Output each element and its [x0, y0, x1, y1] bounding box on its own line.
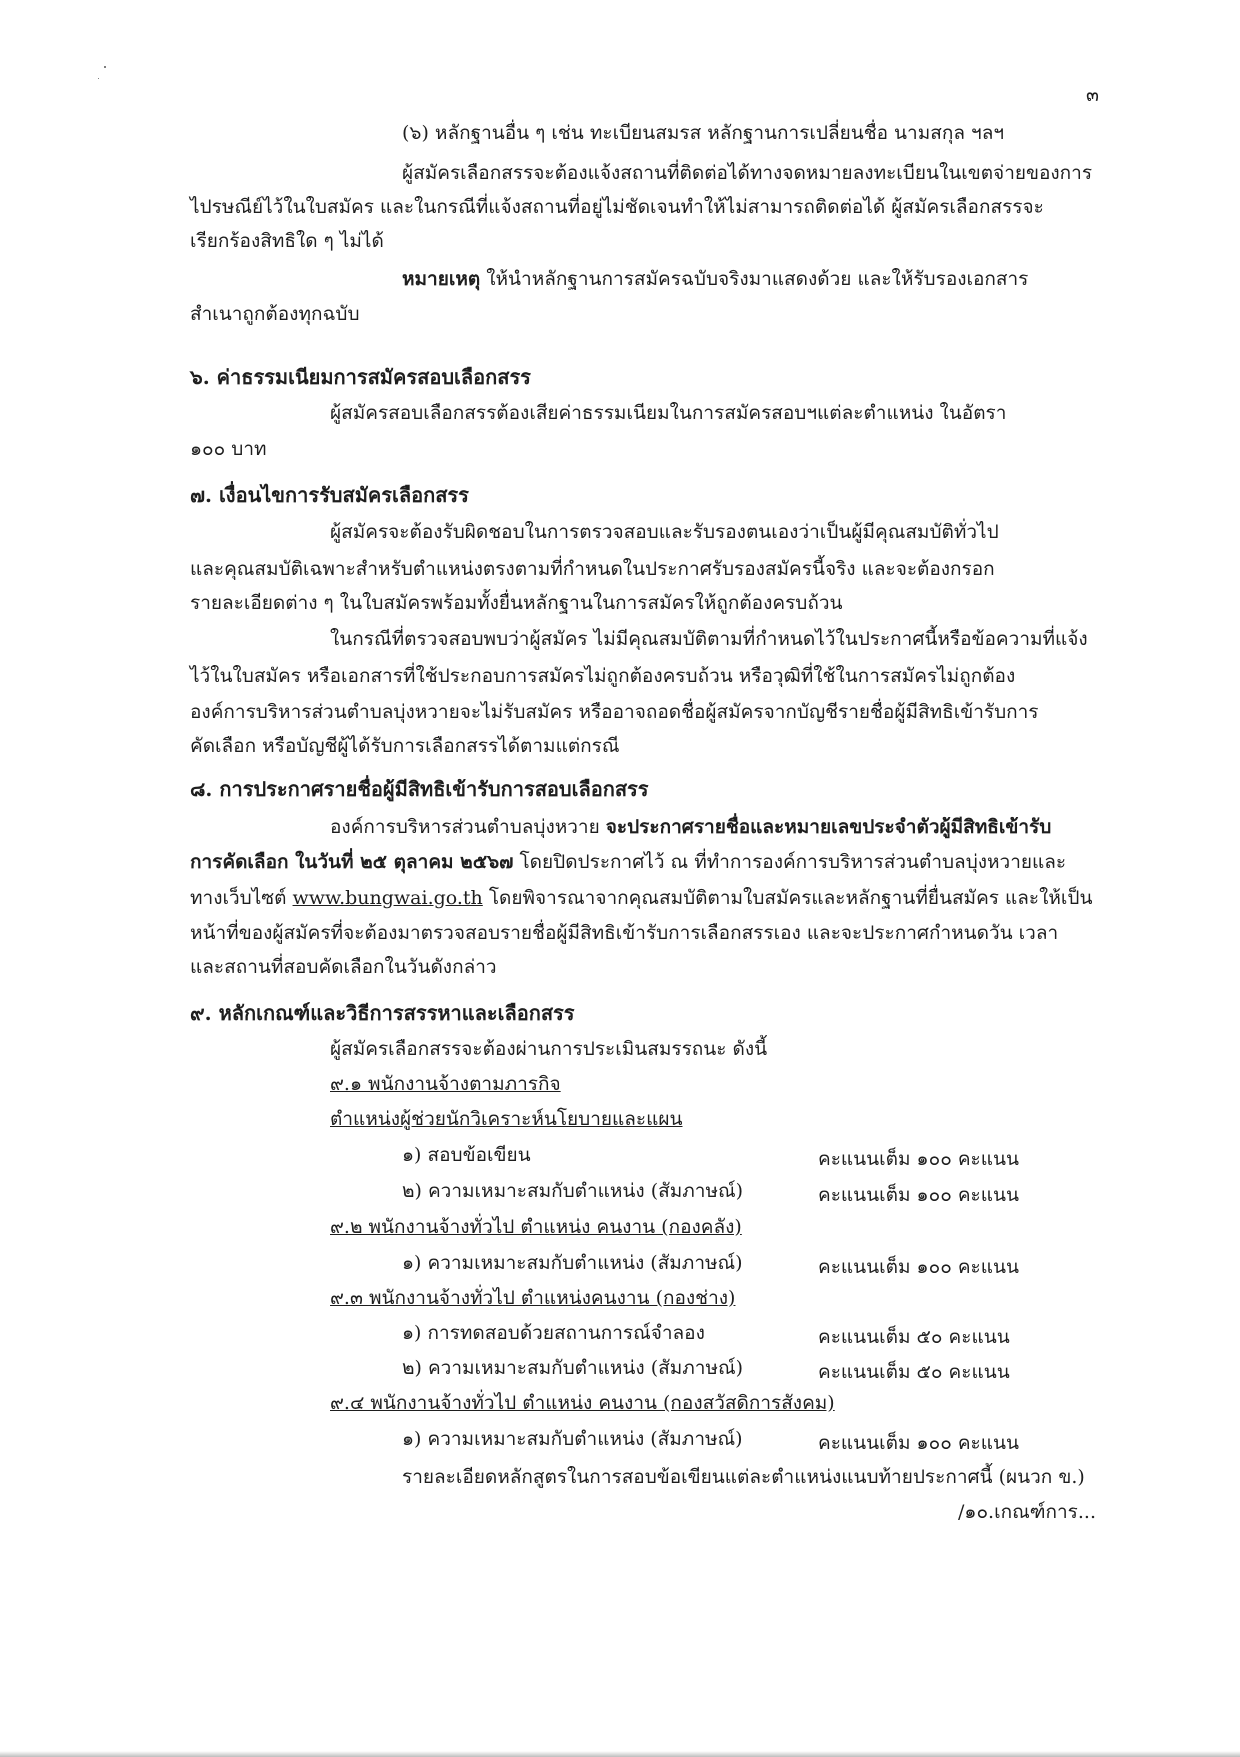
- syllabus-note: รายละเอียดหลักสูตรในการสอบข้อเขียนแต่ละตำแหน่งแนบท้ายประกาศนี้ (ผนวก ข.): [402, 1466, 1085, 1488]
- sub-9-3-item-2: ๒) ความเหมาะสมกับตำแหน่ง (สัมภาษณ์): [402, 1357, 744, 1379]
- sub-9-2-item-1: ๑) ความเหมาะสมกับตำแหน่ง (สัมภาษณ์): [402, 1252, 743, 1274]
- announce-website-label: ทางเว็บไซต์: [190, 887, 293, 909]
- announce-line-5: และสถานที่สอบคัดเลือกในวันดังกล่าว: [190, 956, 497, 978]
- scan-speck: [98, 78, 99, 79]
- announce-org: องค์การบริหารส่วนตำบลบุ่งหวาย: [330, 816, 606, 838]
- note-label: หมายเหตุ: [402, 268, 481, 290]
- announce-line-2: [190, 853, 1066, 872]
- fee-line-2: ๑๐๐ บาท: [190, 438, 267, 460]
- page-number: ๓: [1086, 84, 1099, 106]
- sub-9-4-title: ๙.๔ พนักงานจ้างทั่วไป ตำแหน่ง คนงาน (กองสวัสดิการสังคม): [330, 1392, 835, 1414]
- sub-9-3-item-2-score: คะแนนเต็ม ๕๐ คะแนน: [818, 1361, 1010, 1383]
- section-6-heading: ๖. ค่าธรรมเนียมการสมัครสอบเลือกสรร: [190, 365, 531, 389]
- section-9-heading: ๙. หลักเกณฑ์และวิธีการสรรหาและเลือกสรร: [190, 1001, 575, 1025]
- sub-9-1-item-2-score: คะแนนเต็ม ๑๐๐ คะแนน: [818, 1184, 1019, 1206]
- announce-date: การคัดเลือก ในวันที่ ๒๕ ตุลาคม ๒๕๖๗: [190, 851, 514, 873]
- condition-p2-line-1: ในกรณีที่ตรวจสอบพบว่าผู้สมัคร ไม่มีคุณสมบัติตามที่กำหนดไว้ในประกาศนี้หรือข้อความที่แจ้ง: [330, 628, 1088, 650]
- fee-line-1: ผู้สมัครสอบเลือกสรรต้องเสียค่าธรรมเนียมในการสมัครสอบฯแต่ละตำแหน่ง ในอัตรา: [330, 402, 1007, 424]
- sub-9-1-item-2: ๒) ความเหมาะสมกับตำแหน่ง (สัมภาษณ์): [402, 1180, 744, 1202]
- section-7-heading: ๗. เงื่อนไขการรับสมัครเลือกสรร: [190, 483, 469, 507]
- website-link[interactable]: www.bungwai.go.th: [292, 887, 483, 909]
- contact-para-line-2: ไปรษณีย์ไว้ในใบสมัคร และในกรณีที่แจ้งสถานที่อยู่ไม่ชัดเจนทำให้ไม่สามารถติดต่อได้ ผู้สมัครเลือกสรรจะ: [190, 196, 1044, 218]
- item-6: (๖) หลักฐานอื่น ๆ เช่น ทะเบียนสมรส หลักฐานการเปลี่ยนชื่อ นามสกุล ฯลฯ: [402, 122, 1005, 144]
- sub-9-4-item-1-score: คะแนนเต็ม ๑๐๐ คะแนน: [818, 1432, 1019, 1454]
- announce-consideration: โดยพิจารณาจากคุณสมบัติตามใบสมัครและหลักฐานที่ยื่นสมัคร และให้เป็น: [482, 887, 1093, 909]
- section-8-heading: ๘. การประกาศรายชื่อผู้มีสิทธิเข้ารับการสอบเลือกสรร: [190, 777, 649, 801]
- condition-p2-line-2: ไว้ในใบสมัคร หรือเอกสารที่ใช้ประกอบการสมัครไม่ถูกต้องครบถ้วน หรือวุฒิที่ใช้ในการสมัครไม่ถูกต้อง: [190, 665, 1016, 687]
- sub-9-3-item-1-score: คะแนนเต็ม ๕๐ คะแนน: [818, 1326, 1010, 1348]
- announce-bold: จะประกาศรายชื่อและหมายเลขประจำตัวผู้มีสิทธิเข้ารับ: [605, 816, 1052, 838]
- sub-9-1-title: ๙.๑ พนักงานจ้างตามภารกิจ: [330, 1073, 561, 1095]
- sub-9-3-item-1: ๑) การทดสอบด้วยสถานการณ์จำลอง: [402, 1322, 705, 1344]
- announce-line-4: หน้าที่ของผู้สมัครที่จะต้องมาตรวจสอบรายชื่อผู้มีสิทธิเข้ารับการเลือกสรรเอง และจะประกาศกำหนดวัน เวลา: [190, 922, 1059, 944]
- announce-line-3: [190, 889, 1092, 908]
- condition-p1-line-1: ผู้สมัครจะต้องรับผิดชอบในการตรวจสอบและรับรองตนเองว่าเป็นผู้มีคุณสมบัติทั่วไป: [330, 521, 999, 543]
- announce-place: โดยปิดประกาศไว้ ณ ที่ทำการองค์การบริหารส่วนตำบลบุ่งหวายและ: [513, 851, 1067, 873]
- scan-bottom-edge: [0, 1751, 1240, 1757]
- contact-para-line-1: ผู้สมัครเลือกสรรจะต้องแจ้งสถานที่ติดต่อได้ทางจดหมายลงทะเบียนในเขตจ่ายของการ: [402, 162, 1093, 184]
- sub-9-2-title: ๙.๒ พนักงานจ้างทั่วไป ตำแหน่ง คนงาน (กองคลัง): [330, 1216, 742, 1238]
- continuation-marker: /๑๐.เกณฑ์การ...: [958, 1501, 1096, 1523]
- sub-9-2-item-1-score: คะแนนเต็ม ๑๐๐ คะแนน: [818, 1256, 1019, 1278]
- announce-line-1: [330, 818, 1051, 837]
- criteria-intro: ผู้สมัครเลือกสรรจะต้องผ่านการประเมินสมรรถนะ ดังนี้: [330, 1038, 768, 1060]
- condition-p2-line-3: องค์การบริหารส่วนตำบลบุ่งหวายจะไม่รับสมัคร หรืออาจถอดชื่อผู้สมัครจากบัญชีรายชื่อผู้มีสิทธิเข้ารับการ: [190, 701, 1039, 723]
- condition-p1-line-3: รายละเอียดต่าง ๆ ในใบสมัครพร้อมทั้งยื่นหลักฐานในการสมัครให้ถูกต้องครบถ้วน: [190, 592, 843, 614]
- condition-p1-line-2: และคุณสมบัติเฉพาะสำหรับตำแหน่งตรงตามที่กำหนดในประกาศรับรองสมัครนี้จริง และจะต้องกรอก: [190, 558, 995, 580]
- contact-para-line-3: เรียกร้องสิทธิใด ๆ ไม่ได้: [190, 230, 384, 252]
- sub-9-4-item-1: ๑) ความเหมาะสมกับตำแหน่ง (สัมภาษณ์): [402, 1428, 743, 1450]
- sub-9-3-title: ๙.๓ พนักงานจ้างทั่วไป ตำแหน่งคนงาน (กองช่าง): [330, 1287, 736, 1309]
- sub-9-1-item-1: ๑) สอบข้อเขียน: [402, 1144, 531, 1166]
- note-text: ให้นำหลักฐานการสมัครฉบับจริงมาแสดงด้วย และให้รับรองเอกสาร: [480, 268, 1029, 290]
- condition-p2-line-4: คัดเลือก หรือบัญชีผู้ได้รับการเลือกสรรได้ตามแต่กรณี: [190, 735, 620, 757]
- sub-9-1-item-1-score: คะแนนเต็ม ๑๐๐ คะแนน: [818, 1148, 1019, 1170]
- scan-speck: [104, 66, 106, 68]
- sub-9-1-position: ตำแหน่งผู้ช่วยนักวิเคราะห์นโยบายและแผน: [330, 1108, 683, 1130]
- note-line-2: สำเนาถูกต้องทุกฉบับ: [190, 303, 360, 325]
- note-line-1: [402, 270, 1028, 289]
